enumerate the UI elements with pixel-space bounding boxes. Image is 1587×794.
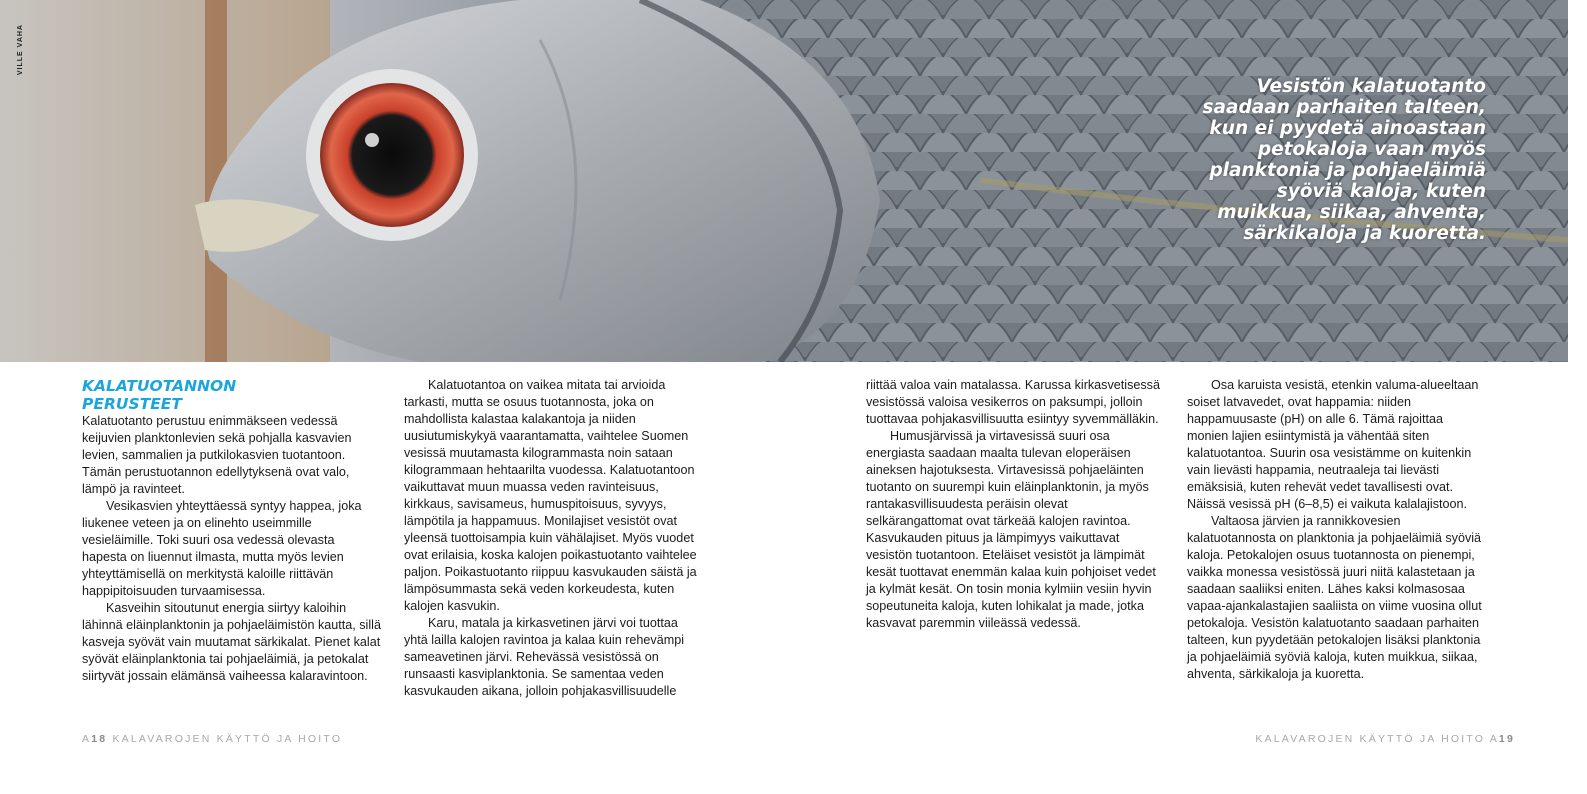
column-1 [82, 377, 382, 685]
footer-right [1255, 733, 1515, 745]
paragraph: Karu, matala ja kirkasvetinen järvi voi tuottaa yhtä lailla kalojen ravintoa ja kalaa kuin rehevämpi sameavetinen järvi. Rehevässä vesistössä on runsaasti kasviplanktonia. Se samentaa veden kasvukauden aikana, jolloin pohjakasvillisuudelle [404, 616, 685, 698]
paragraph: Vesikasvien yhteyttäessä syntyy happea, joka liukenee veteen ja on elinehto useimmille vesieläimille. Toki suuri osa vedessä olevasta hapesta on liuennut ilmasta, mutta myös levien yhteyttämisellä on merkitystä kaloille riittävän happipitoisuuden turvaamisessa. [82, 499, 362, 598]
column-2 [404, 377, 704, 700]
fish-photo [0, 0, 1568, 362]
pull-quote: Vesistön kalatuotanto saadaan parhaiten talteen, kun ei pyydetä ainoastaan petokaloja vaan myös planktonia ja pohjaeläimiä syöviä kaloja, kuten muikkua, siikaa, ahventa, särkikaloja ja kuoretta. [1202, 76, 1486, 244]
photo-credit: VILLE VAHA [17, 24, 24, 76]
section-heading [82, 377, 382, 413]
paragraph: Humusjärvissä ja virtavesissä suuri osa energiasta saadaan maalta tulevan eloperäisen aineksen hajotuksesta. Virtavesissä pohjaeläinten tuotanto on suurempi kuin eläinplanktonin, ja myös rantakasvillisuudesta peräisin olevat selkärangattomat ovat tärkeää kalojen ravintoa. Kasvukauden pituus ja lämpimyys vaikuttavat vesistön tuotantoon. Eteläiset vesistöt ja lämpimät kesät tuottavat enemmän kalaa kuin pohjoiset vedet ja kylmät kesät. On tosin monia kylmiin vesiin hyvin sopeutuneita kaloja, kuten lohikalat ja made, jotka kasvavat paremmin viileässä vedessä. [866, 429, 1156, 630]
paragraph: riittää valoa vain matalassa. Karussa kirkasvetisessä vesistössä valoisa vesikerros on paksumpi, jolloin tuottavaa pohjakasvillisuutta esiintyy syvemmälläkin. [866, 378, 1160, 426]
page-number: 18 [91, 733, 108, 745]
page-number: 19 [1498, 733, 1515, 745]
publication-title: KALAVAROJEN KÄYTTÖ JA HOITO [112, 733, 343, 745]
page-prefix: A [1489, 733, 1499, 745]
paragraph: Kasveihin sitoutunut energia siirtyy kaloihin lähinnä eläinplanktonin ja pohjaeläimistön kautta, sillä kasveja syövät vain muutamat särkikalat. Pienet kalat syövät eläinplanktonia tai pohjaeläimiä, ja petokalat siirtyvät jossain elämänsä vaiheessa kalaravintoon. [82, 601, 381, 683]
heading-line-1: KALATUOTANNON [82, 377, 237, 395]
paragraph: Kalatuotantoa on vaikea mitata tai arvioida tarkasti, mutta se osuus tuotannosta, joka on mahdollista kalastaa kalakantoja ja niiden uusiutumiskykyä vaarantamatta, vaihtelee Suomen vesissä muutamasta kilogrammasta noin sataan kilogrammaan hehtaarilta vuodessa. Kalatuotantoon vaikuttavat muun muassa veden ravinteisuus, kirkkaus, savisameus, humuspitoisuus, syvyys, lämpötila ja happamuus. Monilajiset vesistöt ovat yleensä tuottoisampia kuin vähälajiset. Myös vuodet ovat erilaisia, koska kalojen poikastuotanto vaihtelee paljon. Poikastuotanto riippuu kasvukauden säistä ja lämpösummasta sekä veden korkeudesta, kuten kalojen kasvukin. [404, 378, 697, 613]
page-prefix: A [82, 733, 92, 745]
paragraph: Osa karuista vesistä, etenkin valuma-alueeltaan soiset latvavedet, ovat happamia: niiden happamuusaste (pH) on alle 6. Tämä rajoittaa monien lajien esiintymistä ja vähentää siten kalatuotantoa. Suurin osa vesistämme on kuitenkin vain lievästi happamia, neutraaleja tai lievästi emäksisiä, kuten rehevät vedet tavallisesti ovat. Näissä vesissä pH (6–8,5) ei vaikuta kalalajistoon. [1187, 378, 1479, 511]
paragraph: Kalatuotanto perustuu enimmäkseen vedessä keijuvien planktonlevien sekä pohjalla kasvavien levien, sammalien ja putkilokasvien tuotantoon. Tämän perustuotannon edellytyksenä ovat valo, lämpö ja ravinteet. [82, 414, 352, 496]
heading-line-2: PERUSTEET [82, 395, 182, 413]
publication-title: KALAVAROJEN KÄYTTÖ JA HOITO [1255, 733, 1486, 745]
column-3 [866, 377, 1166, 632]
column-4 [1187, 377, 1487, 683]
footer-left [82, 733, 342, 745]
paragraph: Valtaosa järvien ja rannikkovesien kalatuotannosta on planktonia ja pohjaeläimiä syöviä kaloja. Petokalojen osuus tuotannosta on pienempi, vaikka monessa vesistössä juuri niitä kalastetaan ja saadaan saaliiksi eniten. Lähes kaksi kolmasosaa vapaa-ajankalastajien saaliista on viime vuosina ollut petokaloja. Vesistön kalatuotanto saadaan parhaiten talteen, kun pyydetään petokalojen lisäksi planktonia ja pohjaeläimiä syöviä kaloja, kuten muikkua, siikaa, ahventa, särkikaloja ja kuoretta. [1187, 514, 1482, 681]
